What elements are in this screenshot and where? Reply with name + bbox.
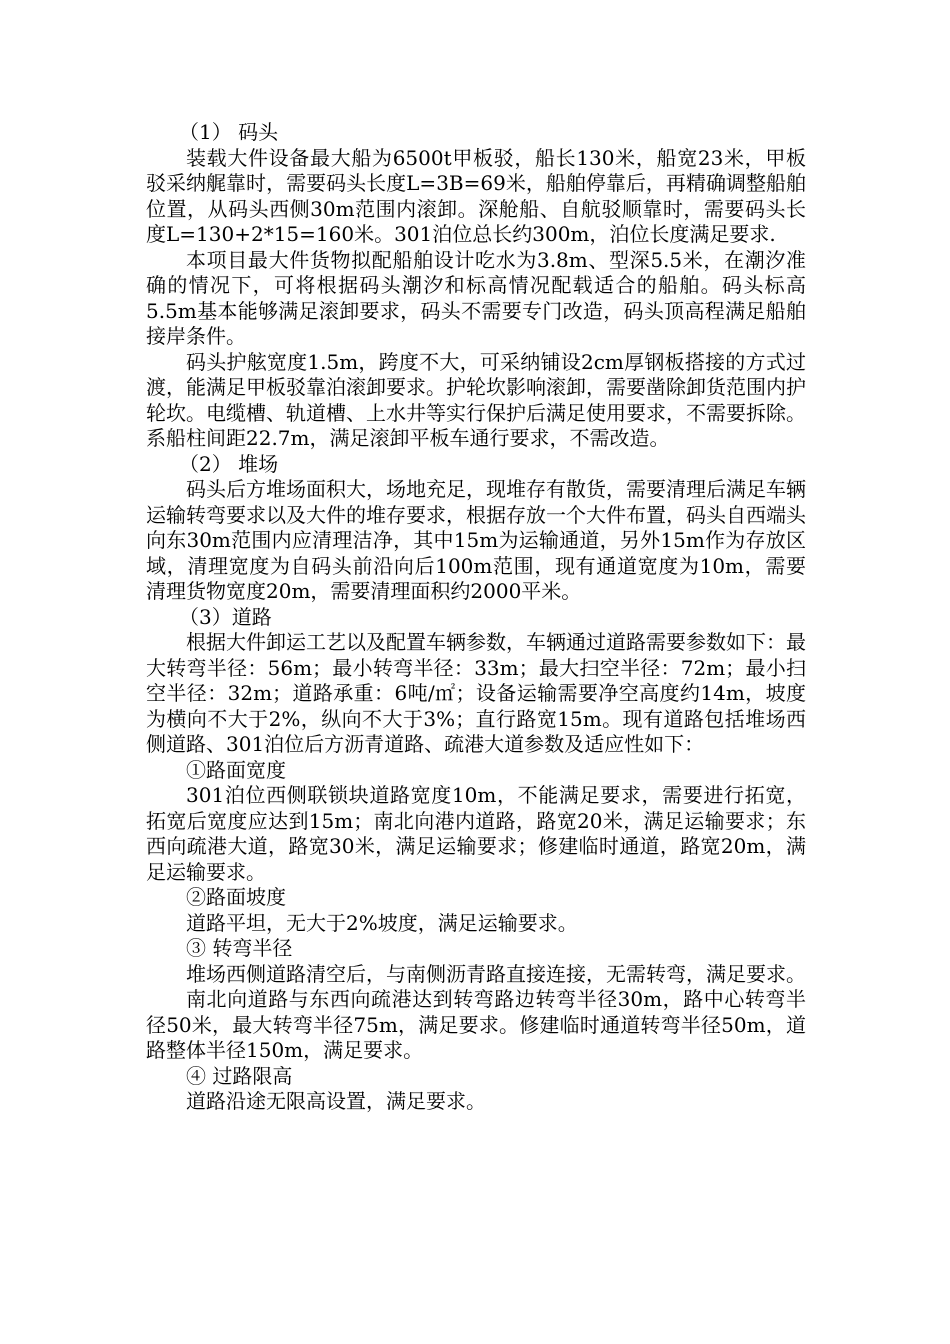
paragraph-road-parameters: 根据大件卸运工艺以及配置车辆参数，车辆通过道路需要参数如下：最大转弯半径：56m；最小转弯半径：33m；最大扫空半径：72m；最小扫空半径：32m；道路承重：6吨/㎡；设备运输需要净空高度约14m，坡度为横向不大于2%，纵向不大于3%；直行路宽15m。现有道路包括堆场西侧道路、301泊位后方沥青道路、疏港大道参数及适应性如下： [146,630,806,756]
paragraph-turning-radius-north-south: 南北向道路与东西向疏港达到转弯路边转弯半径30m，路中心转弯半径50米，最大转弯半径75m，满足要求。修建临时通道转弯半径50m，道路整体半径150m，满足要求。 [146,987,806,1062]
paragraph-wharf-fender: 码头护舷宽度1.5m，跨度不大，可采纳铺设2cm厚钢板搭接的方式过渡，能满足甲板驳靠泊滚卸要求。护轮坎影响滚卸，需要凿除卸货范围内护轮坎。电缆槽、轨道槽、上水井等实行保护后满足使用要求，不需要拆除。系船柱间距22.7m，满足滚卸平板车通行要求，不需改造。 [146,349,806,450]
subheading-road-width: ①路面宽度 [186,757,286,782]
paragraph-wharf-draft: 本项目最大件货物拟配船舶设计吃水为3.8m、型深5.5米，在潮汐准确的情况下，可将根据码头潮汐和标高情况配载适合的船舶。码头标高5.5m基本能够满足滚卸要求，码头不需要专门改造，码头顶高程满足船舶接岸条件。 [146,247,806,348]
paragraph-road-slope: 道路平坦，无大于2%坡度，满足运输要求。 [186,910,578,935]
paragraph-road-width: 301泊位西侧联锁块道路宽度10m，不能满足要求，需要进行拓宽，拓宽后宽度应达到15m；南北向港内道路，路宽20米，满足运输要求；东西向疏港大道，路宽30米，满足运输要求；修建临时通道，路宽20m，满足运输要求。 [146,783,806,884]
paragraph-height-limit: 道路沿途无限高设置，满足要求。 [186,1089,486,1113]
paragraph-turning-radius-west: 堆场西侧道路清空后，与南侧沥青路直接连接，无需转弯，满足要求。 [186,961,806,986]
document-body [146,120,806,1115]
section-heading-road: （3）道路 [179,604,272,629]
paragraph-wharf-length: 装载大件设备最大船为6500t甲板驳，船长130米，船宽23米，甲板驳采纳艉靠时，需要码头长度L=3B=69米，船舶停靠后，再精确调整船舶位置，从码头西侧30m范围内滚卸。深舱船、自航驳顺靠时，需要码头长度L=130+2*15=160米。301泊位总长约300m，泊位长度满足要求. [146,145,806,246]
section-heading-wharf: （1） 码头 [179,120,279,144]
paragraph-yard: 码头后方堆场面积大，场地充足，现堆存有散货，需要清理后满足车辆运输转弯要求以及大件的堆存要求，根据存放一个大件布置，码头自西端头向东30m范围内应清理洁净，其中15m为运输通道，另外15m作为存放区域，清理宽度为自码头前沿向后100m范围，现有通道宽度为10m，需要清理货物宽度20m，需要清理面积约2000平米。 [146,477,806,603]
subheading-road-slope: ②路面坡度 [186,885,286,909]
subheading-turning-radius: ③ 转弯半径 [186,936,293,960]
section-heading-yard: （2） 堆场 [179,451,279,476]
subheading-height-limit: ④ 过路限高 [186,1063,293,1088]
